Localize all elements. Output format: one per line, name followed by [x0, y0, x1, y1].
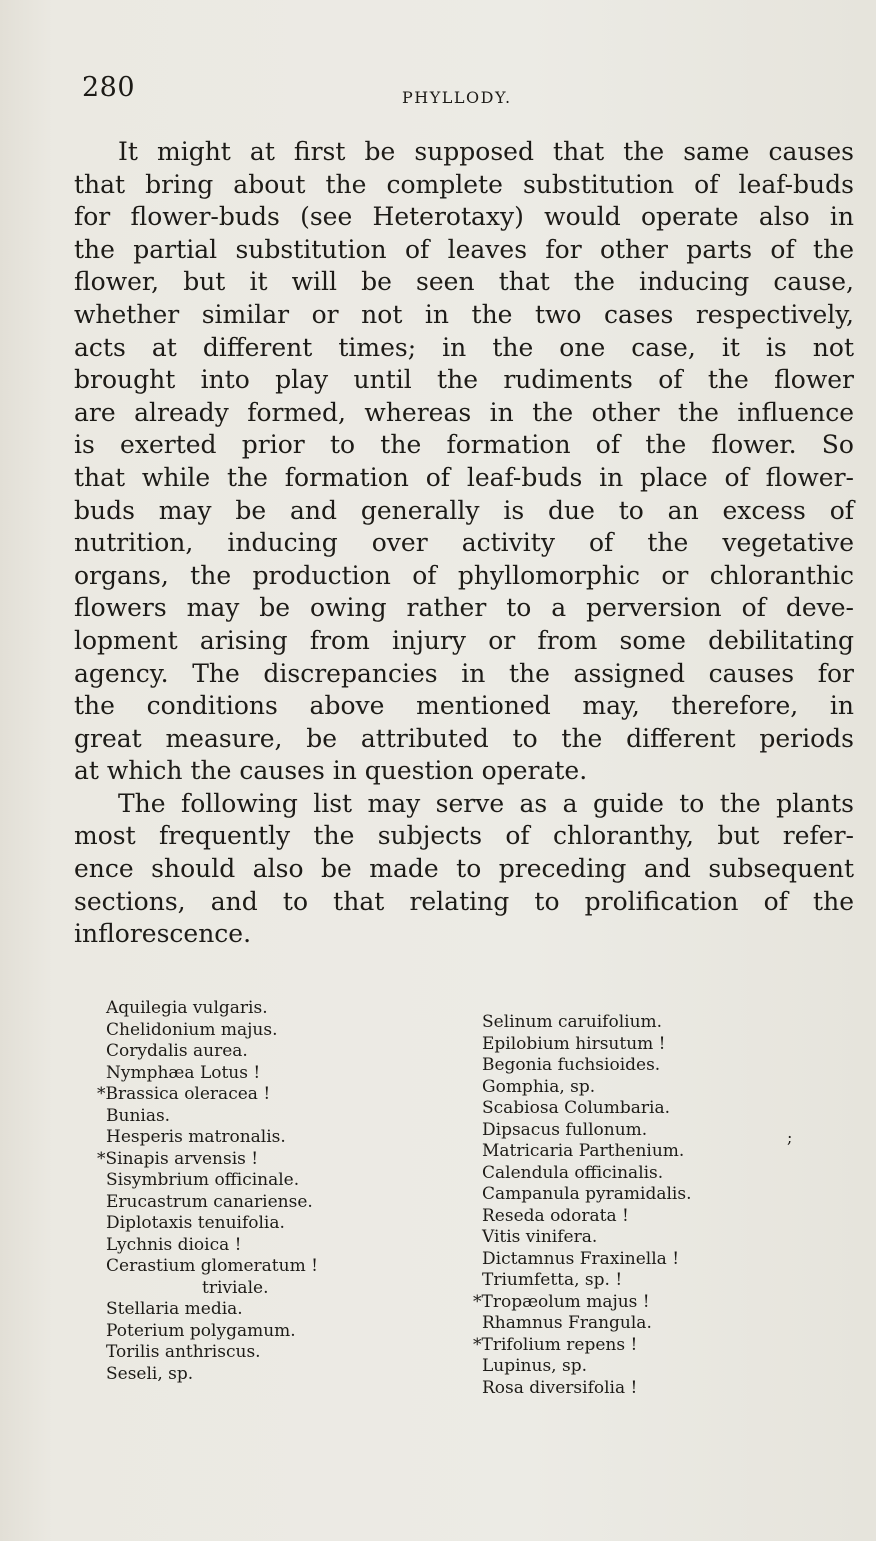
text-line: agency. The discrepancies in the assigned causes for [74, 658, 854, 688]
text-line: The following list may serve as a guide to the plants [118, 788, 854, 818]
text-line: flower, but it will be seen that the inducing cause, [74, 267, 854, 297]
text-line: great measure, be attributed to the different periods [74, 723, 854, 753]
list-item: Selinum caruifolium. [482, 1012, 663, 1032]
list-item: Scabiosa Columbaria. [482, 1098, 670, 1118]
list-item: *Trifolium repens ! [473, 1334, 638, 1355]
list-item: triviale. [202, 1277, 269, 1298]
text-line: are already formed, whereas in the other the influence [74, 397, 854, 427]
text-line: flowers may be owing rather to a perversion of deve- [74, 593, 854, 623]
text-line: inflorescence. [74, 919, 252, 949]
list-item: Erucastrum canariense. [106, 1191, 313, 1212]
page-header [82, 72, 862, 112]
text-line: that bring about the complete substitution of leaf-buds [74, 169, 854, 199]
text-line: sections, and to that relating to prolification of the [74, 886, 854, 916]
plant-list-left [97, 998, 318, 1385]
list-item: Epilobium hirsutum ! [482, 1033, 666, 1054]
text-line: whether similar or not in the two cases respectively, [74, 299, 854, 329]
list-item: Vitis vinifera. [482, 1227, 598, 1247]
list-item: *Sinapis arvensis ! [97, 1148, 259, 1169]
text-line: nutrition, inducing over activity of the vegetative [74, 528, 854, 558]
list-item: Cerastium glomeratum ! [106, 1256, 318, 1276]
list-item: Calendula officinalis. [482, 1162, 664, 1183]
stray-mark: ; [787, 1128, 793, 1147]
list-item: Gomphia, sp. [482, 1076, 596, 1097]
text-line: at which the causes in question operate. [74, 756, 588, 786]
list-item: Poterium polygamum. [106, 1320, 296, 1341]
text-line: the partial substitution of leaves for other parts of the [74, 234, 854, 264]
list-item: Rosa diversifolia ! [482, 1377, 638, 1398]
text-line: brought into play until the rudiments of the flower [74, 365, 854, 395]
text-line: is exerted prior to the formation of the flower. So [74, 430, 854, 460]
list-item: Sisymbrium officinale. [106, 1170, 300, 1190]
text-line: that while the formation of leaf-buds in place of flower- [74, 462, 854, 492]
paragraph-2 [74, 788, 854, 951]
text-line: acts at different times; in the one case, it is not [74, 332, 854, 362]
text-line: lopment arising from injury or from some debilitating [74, 625, 854, 655]
list-item: Lychnis dioica ! [106, 1234, 242, 1255]
list-item: Begonia fuchsioides. [482, 1055, 661, 1075]
list-item: Bunias. [106, 1105, 171, 1126]
text-line: organs, the production of phyllomorphic or chloranthic [74, 560, 854, 590]
list-item: Hesperis matronalis. [106, 1127, 286, 1147]
text-line: It might at first be supposed that the same causes [118, 137, 854, 166]
list-item: *Brassica oleracea ! [97, 1084, 271, 1104]
list-item: Chelidonium majus. [106, 1019, 278, 1040]
text-line: ence should also be made to preceding and subsequent [74, 854, 854, 884]
running-head: PHYLLODY. [402, 88, 512, 107]
plant-list-right [473, 1012, 692, 1399]
paragraph-1 [74, 136, 854, 788]
body-text [74, 136, 854, 951]
list-item: Reseda odorata ! [482, 1205, 629, 1226]
text-line: most frequently the subjects of chloranthy, but refer- [74, 821, 854, 851]
list-item: Torilis anthriscus. [106, 1342, 261, 1362]
text-line: the conditions above mentioned may, therefore, in [74, 691, 854, 721]
text-line: for flower-buds (see Heterotaxy) would operate also in [74, 202, 854, 232]
text-line: buds may be and generally is due to an excess of [74, 495, 854, 525]
list-item: Corydalis aurea. [106, 1041, 248, 1061]
list-item: Stellaria media. [106, 1299, 243, 1319]
list-item: Lupinus, sp. [482, 1356, 587, 1376]
list-item: Rhamnus Frangula. [482, 1313, 652, 1333]
list-item: *Tropæolum majus ! [473, 1291, 650, 1312]
list-item: Nymphæa Lotus ! [106, 1062, 261, 1083]
list-item: Matricaria Parthenium. [482, 1141, 685, 1161]
list-item: Dictamnus Fraxinella ! [482, 1248, 680, 1269]
list-item: Seseli, sp. [106, 1363, 194, 1384]
list-item: Aquilegia vulgaris. [106, 998, 268, 1018]
list-item: Dipsacus fullonum. [482, 1119, 648, 1140]
list-item: Campanula pyramidalis. [482, 1184, 692, 1204]
list-item: Diplotaxis tenuifolia. [106, 1213, 285, 1233]
list-item: Triumfetta, sp. ! [482, 1270, 623, 1290]
page-number: 280 [82, 72, 136, 103]
